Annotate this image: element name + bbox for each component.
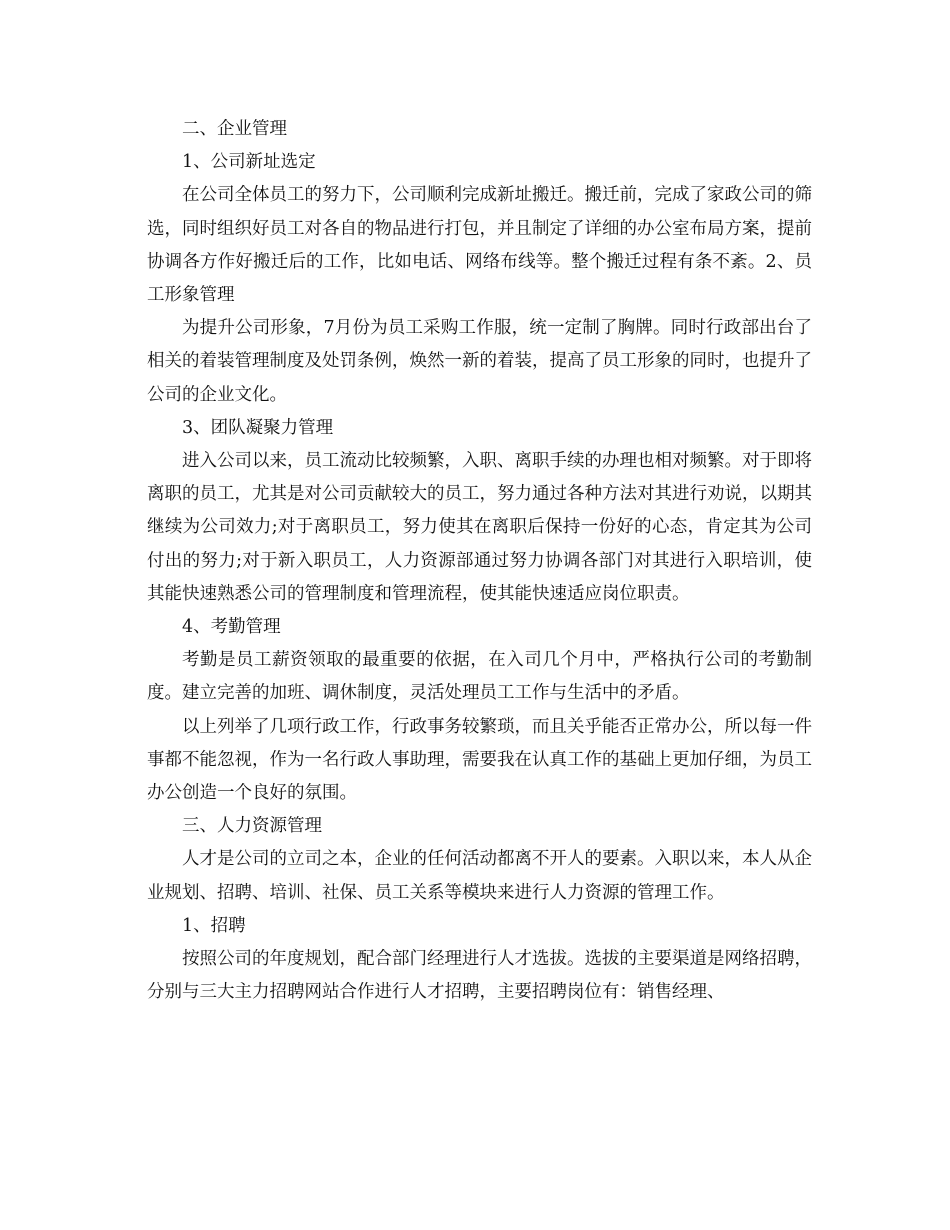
section-heading-enterprise-management: 二、企业管理: [182, 119, 287, 139]
paragraph-hr-overview: 人才是公司的立司之本，企业的任何活动都离不开人的要素。入职以来，本人从企业规划、招聘、培训、社保、员工关系等模块来进行人力资源的管理工作。: [147, 849, 812, 903]
subheading-attendance: 4、考勤管理: [182, 617, 281, 638]
paragraph-recruitment: 按照公司的年度规划，配合部门经理进行人才选拔。选拔的主要渠道是网络招聘，分别与三大主力招聘网站合作进行人才招聘，主要招聘岗位有：销售经理、: [147, 949, 812, 1003]
subheading-recruitment: 1、招聘: [182, 915, 246, 936]
paragraph-team-cohesion: 进入公司以来，员工流动比较频繁，入职、离职手续的办理也相对频繁。对于即将离职的员工，尤其是对公司贡献较大的员工，努力通过各种方法对其进行劝说，以期其继续为公司效力;对于离职员工，努力使其在离职后保持一份好的心态，肯定其为公司付出的努力;对于新入职员工，人力资源部通过努力协调各部门对其进行入职培训，使其能快速熟悉公司的管理制度和管理流程，使其能快速适应岗位职责。: [147, 451, 812, 604]
paragraph-employee-image: 为提升公司形象，7月份为员工采购工作服，统一定制了胸牌。同时行政部出台了相关的着装管理制度及处罚条例，焕然一新的着装，提高了员工形象的同时，也提升了公司的企业文化。: [147, 318, 812, 405]
paragraph-relocation: 在公司全体员工的努力下，公司顺利完成新址搬迁。搬迁前，完成了家政公司的筛选，同时组织好员工对各自的物品进行打包，并且制定了详细的办公室布局方案，提前协调各方作好搬迁后的工作，比如电话、网络布线等。整个搬迁过程有条不紊。2、员工形象管理: [147, 185, 812, 306]
paragraph-admin-summary: 以上列举了几项行政工作，行政事务较繁琐，而且关乎能否正常办公，所以每一件事都不能忽视，作为一名行政人事助理，需要我在认真工作的基础上更加仔细，为员工办公创造一个良好的氛围。: [147, 716, 812, 804]
paragraph-attendance: 考勤是员工薪资领取的最重要的依据，在入司几个月中，严格执行公司的考勤制度。建立完善的加班、调休制度，灵活处理员工工作与生活中的矛盾。: [147, 650, 812, 704]
section-heading-human-resources: 三、人力资源管理: [182, 816, 322, 837]
subheading-team-cohesion: 3、团队凝聚力管理: [182, 417, 334, 438]
document-body: [147, 113, 812, 1009]
subheading-new-office-site: 1、公司新址选定: [182, 152, 316, 173]
